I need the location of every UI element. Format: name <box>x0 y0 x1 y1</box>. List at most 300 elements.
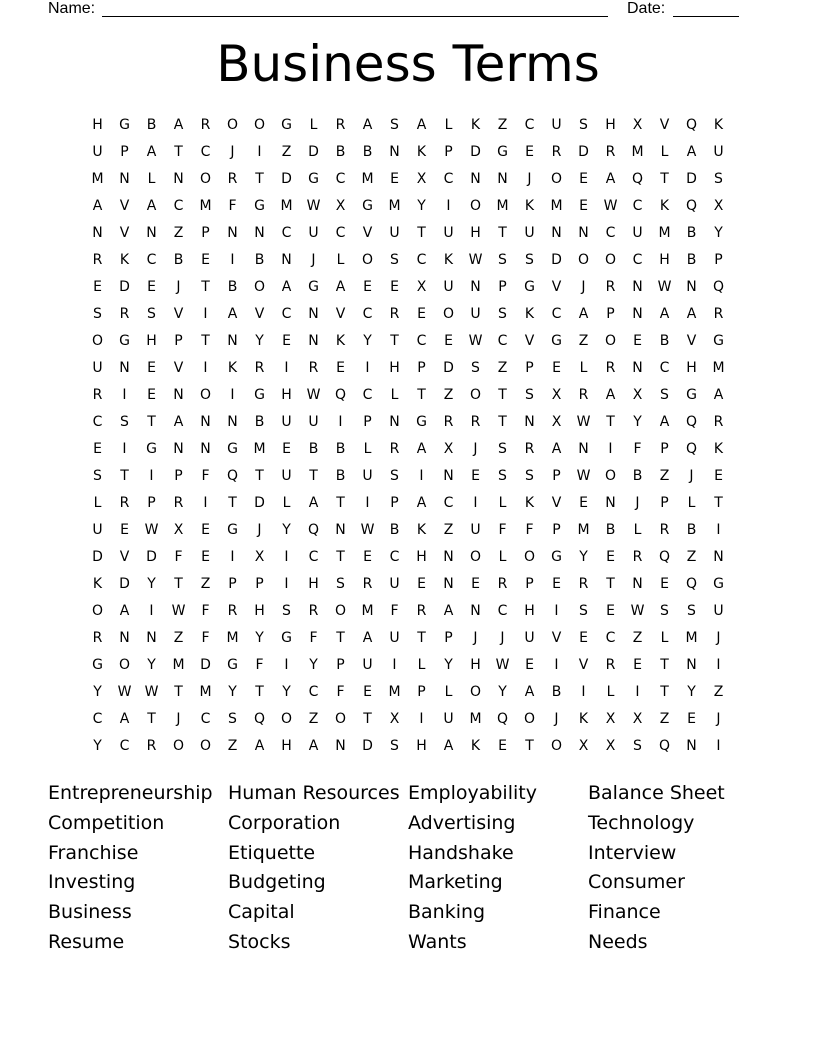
grid-letter[interactable]: E <box>363 684 372 700</box>
grid-letter[interactable]: R <box>578 387 589 403</box>
grid-letter[interactable]: T <box>606 414 615 430</box>
grid-letter[interactable]: G <box>227 441 238 457</box>
grid-letter[interactable]: I <box>122 387 127 403</box>
grid-letter[interactable]: R <box>605 657 616 673</box>
grid-letter[interactable]: O <box>361 252 374 268</box>
grid-letter[interactable]: A <box>605 171 616 187</box>
grid-letter[interactable]: Q <box>226 468 239 484</box>
grid-letter[interactable]: B <box>335 441 346 457</box>
grid-letter[interactable]: U <box>308 414 319 430</box>
grid-letter[interactable]: K <box>335 333 346 349</box>
grid-letter[interactable]: W <box>306 387 321 403</box>
grid-letter[interactable]: S <box>579 117 588 133</box>
grid-letter[interactable]: V <box>551 495 562 511</box>
date-field[interactable] <box>673 0 739 17</box>
grid-letter[interactable]: Y <box>282 522 291 538</box>
grid-letter[interactable]: B <box>605 522 616 538</box>
grid-letter[interactable]: S <box>525 252 534 268</box>
grid-letter[interactable]: C <box>119 738 130 754</box>
grid-letter[interactable]: T <box>606 576 615 592</box>
grid-letter[interactable]: F <box>390 603 399 619</box>
grid-letter[interactable]: E <box>525 144 534 160</box>
grid-letter[interactable]: P <box>174 468 183 484</box>
grid-letter[interactable]: Q <box>307 522 320 538</box>
grid-letter[interactable]: C <box>281 306 292 322</box>
grid-letter[interactable]: X <box>713 198 724 214</box>
grid-letter[interactable]: A <box>443 738 454 754</box>
grid-letter[interactable]: U <box>470 522 481 538</box>
grid-letter[interactable]: G <box>254 198 265 214</box>
grid-letter[interactable]: B <box>632 468 643 484</box>
grid-letter[interactable]: U <box>281 468 292 484</box>
grid-letter[interactable]: R <box>632 549 643 565</box>
grid-letter[interactable]: I <box>230 549 235 565</box>
grid-letter[interactable]: F <box>174 549 183 565</box>
grid-letter[interactable]: R <box>605 360 616 376</box>
grid-letter[interactable]: L <box>633 522 642 538</box>
grid-letter[interactable]: Z <box>281 144 292 160</box>
grid-letter[interactable]: C <box>632 252 643 268</box>
grid-letter[interactable]: S <box>714 171 723 187</box>
grid-letter[interactable]: I <box>419 468 424 484</box>
grid-letter[interactable]: R <box>335 117 346 133</box>
grid-letter[interactable]: K <box>578 711 589 727</box>
grid-letter[interactable]: K <box>524 495 535 511</box>
grid-letter[interactable]: Z <box>308 711 319 727</box>
grid-letter[interactable]: C <box>335 171 346 187</box>
grid-letter[interactable]: N <box>389 144 400 160</box>
grid-letter[interactable]: C <box>173 198 184 214</box>
grid-letter[interactable]: Y <box>282 684 291 700</box>
grid-letter[interactable]: P <box>444 144 453 160</box>
grid-letter[interactable]: V <box>551 279 562 295</box>
grid-letter[interactable]: R <box>308 360 319 376</box>
grid-letter[interactable]: C <box>524 117 535 133</box>
grid-letter[interactable]: T <box>498 414 507 430</box>
grid-letter[interactable]: D <box>443 360 454 376</box>
grid-letter[interactable]: L <box>282 495 291 511</box>
grid-letter[interactable]: P <box>417 684 426 700</box>
grid-letter[interactable]: U <box>713 144 724 160</box>
grid-letter[interactable]: R <box>659 522 670 538</box>
grid-letter[interactable]: W <box>495 657 510 673</box>
grid-letter[interactable]: G <box>254 387 265 403</box>
grid-letter[interactable]: E <box>579 630 588 646</box>
grid-letter[interactable]: Q <box>685 414 698 430</box>
grid-letter[interactable]: E <box>201 522 210 538</box>
grid-letter[interactable]: J <box>581 279 586 295</box>
grid-letter[interactable]: A <box>146 198 157 214</box>
grid-letter[interactable]: R <box>146 738 157 754</box>
grid-letter[interactable]: E <box>471 576 480 592</box>
grid-letter[interactable]: O <box>469 549 482 565</box>
grid-letter[interactable]: O <box>253 279 266 295</box>
grid-letter[interactable]: A <box>119 711 130 727</box>
grid-letter[interactable]: E <box>147 387 156 403</box>
grid-letter[interactable]: N <box>200 441 211 457</box>
grid-letter[interactable]: X <box>173 522 184 538</box>
grid-letter[interactable]: G <box>308 279 319 295</box>
grid-letter[interactable]: A <box>119 603 130 619</box>
grid-letter[interactable]: I <box>716 738 721 754</box>
grid-letter[interactable]: K <box>416 144 427 160</box>
grid-letter[interactable]: D <box>578 144 589 160</box>
grid-letter[interactable]: B <box>362 144 373 160</box>
grid-letter[interactable]: N <box>308 306 319 322</box>
grid-letter[interactable]: H <box>308 576 319 592</box>
grid-letter[interactable]: T <box>498 387 507 403</box>
grid-letter[interactable]: Y <box>579 549 588 565</box>
grid-letter[interactable]: E <box>687 711 696 727</box>
grid-letter[interactable]: G <box>713 576 724 592</box>
grid-letter[interactable]: T <box>336 495 345 511</box>
grid-letter[interactable]: C <box>92 414 103 430</box>
grid-letter[interactable]: H <box>659 252 670 268</box>
grid-letter[interactable]: U <box>443 279 454 295</box>
grid-letter[interactable]: J <box>176 279 181 295</box>
grid-letter[interactable]: E <box>552 360 561 376</box>
grid-letter[interactable]: X <box>416 279 427 295</box>
grid-letter[interactable]: P <box>552 468 561 484</box>
grid-letter[interactable]: A <box>362 117 373 133</box>
grid-letter[interactable]: S <box>147 306 156 322</box>
grid-letter[interactable]: K <box>443 252 454 268</box>
grid-letter[interactable]: G <box>281 630 292 646</box>
grid-letter[interactable]: A <box>173 414 184 430</box>
grid-letter[interactable]: D <box>281 171 292 187</box>
grid-letter[interactable]: Y <box>498 684 507 700</box>
grid-letter[interactable]: P <box>714 252 723 268</box>
grid-letter[interactable]: C <box>605 630 616 646</box>
grid-letter[interactable]: L <box>417 657 426 673</box>
grid-letter[interactable]: Q <box>685 117 698 133</box>
grid-letter[interactable]: G <box>146 441 157 457</box>
grid-letter[interactable]: L <box>687 495 696 511</box>
grid-letter[interactable]: P <box>660 441 669 457</box>
grid-letter[interactable]: O <box>334 711 347 727</box>
grid-letter[interactable]: G <box>362 198 373 214</box>
grid-letter[interactable]: C <box>659 360 670 376</box>
grid-letter[interactable]: A <box>578 306 589 322</box>
grid-letter[interactable]: I <box>365 495 370 511</box>
grid-letter[interactable]: I <box>230 387 235 403</box>
grid-letter[interactable]: D <box>551 252 562 268</box>
grid-letter[interactable]: S <box>687 603 696 619</box>
grid-letter[interactable]: C <box>443 171 454 187</box>
grid-letter[interactable]: S <box>633 738 642 754</box>
grid-letter[interactable]: Y <box>147 576 156 592</box>
grid-letter[interactable]: N <box>281 252 292 268</box>
grid-letter[interactable]: N <box>119 360 130 376</box>
grid-letter[interactable]: E <box>498 738 507 754</box>
grid-letter[interactable]: E <box>336 360 345 376</box>
grid-letter[interactable]: J <box>473 630 478 646</box>
grid-letter[interactable]: B <box>335 468 346 484</box>
grid-letter[interactable]: I <box>554 603 559 619</box>
grid-letter[interactable]: X <box>605 738 616 754</box>
grid-letter[interactable]: C <box>146 252 157 268</box>
grid-letter[interactable]: Z <box>578 333 589 349</box>
grid-letter[interactable]: N <box>578 441 589 457</box>
grid-letter[interactable]: H <box>470 657 481 673</box>
grid-letter[interactable]: C <box>443 495 454 511</box>
grid-letter[interactable]: P <box>660 495 669 511</box>
grid-letter[interactable]: D <box>92 549 103 565</box>
grid-letter[interactable]: G <box>119 333 130 349</box>
grid-letter[interactable]: X <box>632 387 643 403</box>
grid-letter[interactable]: U <box>281 414 292 430</box>
grid-letter[interactable]: N <box>308 333 319 349</box>
grid-letter[interactable]: T <box>201 279 210 295</box>
grid-letter[interactable]: I <box>338 414 343 430</box>
grid-letter[interactable]: I <box>203 495 208 511</box>
grid-letter[interactable]: H <box>605 117 616 133</box>
grid-letter[interactable]: O <box>91 603 104 619</box>
grid-letter[interactable]: M <box>361 603 374 619</box>
grid-letter[interactable]: A <box>281 279 292 295</box>
grid-letter[interactable]: C <box>389 549 400 565</box>
grid-letter[interactable]: T <box>660 171 669 187</box>
grid-letter[interactable]: V <box>578 657 589 673</box>
grid-letter[interactable]: H <box>524 603 535 619</box>
grid-letter[interactable]: Q <box>631 171 644 187</box>
grid-letter[interactable]: I <box>608 441 613 457</box>
grid-letter[interactable]: C <box>281 225 292 241</box>
grid-letter[interactable]: B <box>146 117 157 133</box>
grid-letter[interactable]: O <box>550 738 563 754</box>
grid-letter[interactable]: I <box>257 144 262 160</box>
grid-letter[interactable]: J <box>635 495 640 511</box>
grid-letter[interactable]: R <box>227 171 238 187</box>
grid-letter[interactable]: C <box>497 603 508 619</box>
grid-letter[interactable]: M <box>280 198 293 214</box>
grid-letter[interactable]: T <box>174 144 183 160</box>
grid-letter[interactable]: D <box>146 549 157 565</box>
grid-letter[interactable]: O <box>253 117 266 133</box>
grid-letter[interactable]: P <box>417 360 426 376</box>
grid-letter[interactable]: J <box>716 630 721 646</box>
grid-letter[interactable]: T <box>417 225 426 241</box>
grid-letter[interactable]: T <box>255 684 264 700</box>
grid-letter[interactable]: Y <box>255 630 264 646</box>
grid-letter[interactable]: D <box>686 171 697 187</box>
grid-letter[interactable]: G <box>416 414 427 430</box>
grid-letter[interactable]: R <box>92 387 103 403</box>
grid-letter[interactable]: R <box>119 495 130 511</box>
grid-letter[interactable]: Y <box>147 657 156 673</box>
grid-letter[interactable]: F <box>228 198 237 214</box>
grid-letter[interactable]: J <box>176 711 181 727</box>
grid-letter[interactable]: N <box>524 414 535 430</box>
grid-letter[interactable]: R <box>605 144 616 160</box>
grid-letter[interactable]: Y <box>714 225 723 241</box>
grid-letter[interactable]: R <box>389 306 400 322</box>
grid-letter[interactable]: R <box>713 414 724 430</box>
grid-letter[interactable]: D <box>308 144 319 160</box>
grid-letter[interactable]: N <box>173 171 184 187</box>
grid-letter[interactable]: H <box>416 738 427 754</box>
grid-letter[interactable]: H <box>92 117 103 133</box>
grid-letter[interactable]: E <box>606 603 615 619</box>
grid-letter[interactable]: N <box>551 225 562 241</box>
grid-letter[interactable]: S <box>336 576 345 592</box>
grid-letter[interactable]: L <box>444 684 453 700</box>
grid-letter[interactable]: O <box>523 549 536 565</box>
grid-letter[interactable]: R <box>443 414 454 430</box>
grid-letter[interactable]: R <box>92 630 103 646</box>
grid-letter[interactable]: S <box>498 306 507 322</box>
grid-letter[interactable]: L <box>498 495 507 511</box>
grid-letter[interactable]: A <box>686 144 697 160</box>
grid-letter[interactable]: C <box>308 549 319 565</box>
grid-letter[interactable]: Z <box>632 630 643 646</box>
grid-letter[interactable]: W <box>603 198 618 214</box>
grid-letter[interactable]: W <box>468 333 483 349</box>
grid-letter[interactable]: A <box>227 306 238 322</box>
grid-letter[interactable]: D <box>119 576 130 592</box>
grid-letter[interactable]: M <box>253 441 266 457</box>
grid-letter[interactable]: M <box>226 630 239 646</box>
grid-letter[interactable]: G <box>227 522 238 538</box>
grid-letter[interactable]: N <box>335 522 346 538</box>
grid-letter[interactable]: I <box>581 684 586 700</box>
grid-letter[interactable]: F <box>201 603 210 619</box>
grid-letter[interactable]: G <box>713 333 724 349</box>
grid-letter[interactable]: O <box>523 711 536 727</box>
grid-letter[interactable]: A <box>92 198 103 214</box>
grid-letter[interactable]: T <box>120 468 129 484</box>
grid-letter[interactable]: N <box>443 549 454 565</box>
grid-letter[interactable]: F <box>255 657 264 673</box>
grid-letter[interactable]: C <box>200 711 211 727</box>
grid-letter[interactable]: T <box>363 711 372 727</box>
grid-letter[interactable]: K <box>713 117 724 133</box>
grid-letter[interactable]: Y <box>228 684 237 700</box>
grid-letter[interactable]: Q <box>712 279 725 295</box>
grid-letter[interactable]: D <box>254 495 265 511</box>
grid-letter[interactable]: P <box>498 279 507 295</box>
grid-letter[interactable]: M <box>199 684 212 700</box>
grid-letter[interactable]: M <box>685 630 698 646</box>
grid-letter[interactable]: D <box>362 738 373 754</box>
grid-letter[interactable]: M <box>172 657 185 673</box>
grid-letter[interactable]: T <box>417 630 426 646</box>
grid-letter[interactable]: L <box>444 117 453 133</box>
grid-letter[interactable]: S <box>390 738 399 754</box>
grid-letter[interactable]: N <box>443 468 454 484</box>
grid-letter[interactable]: B <box>308 441 319 457</box>
grid-letter[interactable]: G <box>686 387 697 403</box>
grid-letter[interactable]: B <box>686 225 697 241</box>
grid-letter[interactable]: L <box>147 171 156 187</box>
grid-letter[interactable]: O <box>199 738 212 754</box>
grid-letter[interactable]: Q <box>685 198 698 214</box>
grid-letter[interactable]: O <box>604 333 617 349</box>
grid-letter[interactable]: R <box>308 603 319 619</box>
grid-letter[interactable]: X <box>632 711 643 727</box>
grid-letter[interactable]: W <box>117 684 132 700</box>
grid-letter[interactable]: P <box>336 657 345 673</box>
grid-letter[interactable]: L <box>93 495 102 511</box>
grid-letter[interactable]: E <box>363 549 372 565</box>
grid-letter[interactable]: N <box>497 171 508 187</box>
grid-letter[interactable]: R <box>119 306 130 322</box>
grid-letter[interactable]: X <box>578 738 589 754</box>
grid-letter[interactable]: J <box>716 711 721 727</box>
grid-letter[interactable]: L <box>336 252 345 268</box>
grid-letter[interactable]: E <box>93 441 102 457</box>
grid-letter[interactable]: E <box>579 171 588 187</box>
grid-letter[interactable]: V <box>335 306 346 322</box>
grid-letter[interactable]: Z <box>497 360 508 376</box>
grid-letter[interactable]: M <box>361 171 374 187</box>
grid-letter[interactable]: M <box>388 684 401 700</box>
grid-letter[interactable]: Z <box>443 387 454 403</box>
grid-letter[interactable]: S <box>525 387 534 403</box>
grid-letter[interactable]: Z <box>443 522 454 538</box>
grid-letter[interactable]: I <box>203 306 208 322</box>
grid-letter[interactable]: H <box>281 738 292 754</box>
grid-letter[interactable]: S <box>228 711 237 727</box>
grid-letter[interactable]: E <box>660 576 669 592</box>
grid-letter[interactable]: K <box>470 738 481 754</box>
grid-letter[interactable]: X <box>335 198 346 214</box>
grid-letter[interactable]: Q <box>685 576 698 592</box>
grid-letter[interactable]: S <box>93 306 102 322</box>
grid-letter[interactable]: A <box>416 117 427 133</box>
grid-letter[interactable]: R <box>578 576 589 592</box>
grid-letter[interactable]: N <box>632 576 643 592</box>
grid-letter[interactable]: R <box>605 279 616 295</box>
grid-letter[interactable]: B <box>659 333 670 349</box>
grid-letter[interactable]: M <box>577 522 590 538</box>
grid-letter[interactable]: M <box>712 360 725 376</box>
grid-letter[interactable]: X <box>443 441 454 457</box>
grid-letter[interactable]: L <box>660 144 669 160</box>
grid-letter[interactable]: L <box>498 549 507 565</box>
grid-letter[interactable]: A <box>146 144 157 160</box>
grid-letter[interactable]: O <box>199 387 212 403</box>
grid-letter[interactable]: E <box>390 171 399 187</box>
grid-letter[interactable]: V <box>551 630 562 646</box>
grid-letter[interactable]: A <box>416 441 427 457</box>
grid-letter[interactable]: M <box>658 225 671 241</box>
grid-letter[interactable]: V <box>659 117 670 133</box>
grid-letter[interactable]: K <box>524 306 535 322</box>
grid-letter[interactable]: I <box>203 360 208 376</box>
grid-letter[interactable]: E <box>633 657 642 673</box>
grid-letter[interactable]: Y <box>444 657 453 673</box>
grid-letter[interactable]: U <box>470 306 481 322</box>
grid-letter[interactable]: O <box>469 387 482 403</box>
grid-letter[interactable]: K <box>659 198 670 214</box>
grid-letter[interactable]: W <box>576 468 591 484</box>
grid-letter[interactable]: F <box>201 468 210 484</box>
grid-letter[interactable]: V <box>524 333 535 349</box>
grid-letter[interactable]: J <box>500 630 505 646</box>
grid-letter[interactable]: S <box>525 468 534 484</box>
grid-letter[interactable]: N <box>173 387 184 403</box>
grid-letter[interactable]: N <box>254 225 265 241</box>
grid-letter[interactable]: R <box>173 495 184 511</box>
grid-letter[interactable]: N <box>173 441 184 457</box>
grid-letter[interactable]: F <box>309 630 318 646</box>
grid-letter[interactable]: R <box>524 441 535 457</box>
grid-letter[interactable]: I <box>284 657 289 673</box>
grid-letter[interactable]: A <box>173 117 184 133</box>
grid-letter[interactable]: N <box>470 603 481 619</box>
grid-letter[interactable]: R <box>551 144 562 160</box>
